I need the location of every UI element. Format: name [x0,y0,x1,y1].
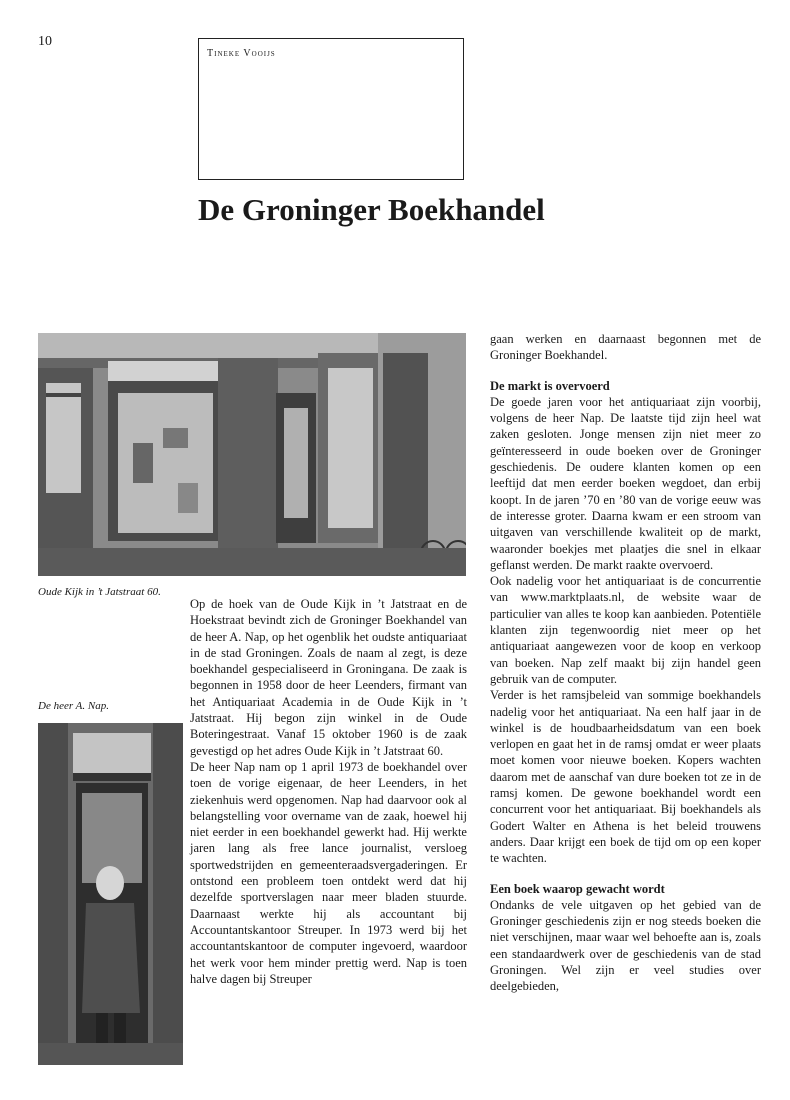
author-box [198,38,464,180]
page-number: 10 [38,34,52,49]
section-heading-awaited-book: Een boek waarop gewacht wordt [490,881,665,896]
article-title: De Groninger Boekhandel [198,192,545,227]
owner-photo-caption: De heer A. Nap. [38,700,109,712]
intro-paragraph-1: Op de hoek van de Oude Kijk in ’t Jatstraat en de Hoekstraat bevindt zich de Groninger Boekhandel van de heer A. Nap, op het ogenblik het oudste antiquariaat in de stad Groningen. Zoals de naam al zegt, is deze boekhandel gespecialiseerd in Groningana. De zaak is begonnen in 1958 door de heer Leenders, firmant van het Antiquariaat Academia in de Oude Kijk in ’t Jatstraat. Hij begon zijn winkel in de Oude Boteringestraat. Vanaf 15 oktober 1960 is de zaak gevestigd op het adres Oude Kijk in ’t Jatstraat 60. [190,597,467,758]
market-paragraph-3: Verder is het ramsjbeleid van sommige boekhandels nadelig voor het antiquariaat. Na een half jaar in de winkel is de houdbaarheidsdatum van een boek verlopen en gaat het in de ramsj omdat er weer plaats moet komen voor nieuwe boeken. Kopers wachten daarom met de aanschaf van dure boeken tot ze in de ramsj komen. De gewone boekhandel wordt een concurrent voor het antiquariaat. Bij boekhandels als Godert Walter en Athena is het beleid trouwens anders. Daar krijgt een boek de tijd om op een koper te wachten. [490,688,761,866]
intro-paragraph-2: De heer Nap nam op 1 april 1973 de boekhandel over toen de vorige eigenaar, de heer Leenders, in het ziekenhuis werd opgenomen. Nap had daarvoor ook al belangstelling voor overname van de zaak, hoewel hij niet eerder in een boekhandel gewerkt had. Hij werkte jaren lang als free lance journalist, versloeg sportwedstrijden en gemeenteraadsvergaderingen. Er ontstond een probleem toen ontdekt werd dat hij dezelfde sportverslagen naar meer bladen stuurde. Daarnaast werkte hij als accountant bij Accountantskantoor Streuper. In 1973 werd bij het accountantskantoor de computer ingevoerd, waardoor het werk voor hem minder prettig werd. Nap is toen halve dagen bij Streuper [190,759,467,986]
intro-paragraph-3: gaan werken en daarnaast begonnen met de Groninger Boekhandel. [490,332,761,363]
author-name: Tineke Vooijs [207,48,276,59]
market-paragraph-1: De goede jaren voor het antiquariaat zijn voorbij, volgens de heer Nap. De laatste tijd zijn heel wat zaken gesloten. Jonge mensen zijn niet meer zo geïnteresseerd in oude boeken over de Groninger geschiedenis. De oudere klanten komen op een leeftijd dat men eerder boeken wegdoet, dan erbij koopt. In de jaren ’70 en ’80 van de vorige eeuw was de interesse groter. Daarna kwam er een stroom van uitgaven van verschillende kwaliteit op de markt, waaronder boekjes met plaatjes die snel in elkaar geflanst werden. De markt raakte overvoerd. [490,394,761,572]
shop-photo-caption: Oude Kijk in ’t Jatstraat 60. [38,586,161,598]
section-heading-market: De markt is overvoerd [490,378,610,393]
shop-photo [38,333,466,576]
market-paragraph-2: Ook nadelig voor het antiquariaat is de concurrentie van www.marktplaats.nl, de website waar de particulier van alles te koop kan aanbieden. Potentiële klanten zijn tegenwoordig niet meer op het antiquariaat aangewezen voor de koop en verkoop van boeken. Nap zelf maakt bij zijn handel geen gebruik van de computer. [490,574,761,686]
awaited-book-paragraph: Ondanks de vele uitgaven op het gebied van de Groninger geschiedenis zijn er nog steeds boeken die niet verschijnen, maar waar wel behoefte aan is, zoals een standaardwerk over de geschiedenis van de stad Groningen. Wel zijn er veel studies over deelgebieden, [490,897,761,994]
text-column-right [490,331,761,995]
owner-photo [38,723,183,1065]
text-column-middle [190,596,467,987]
